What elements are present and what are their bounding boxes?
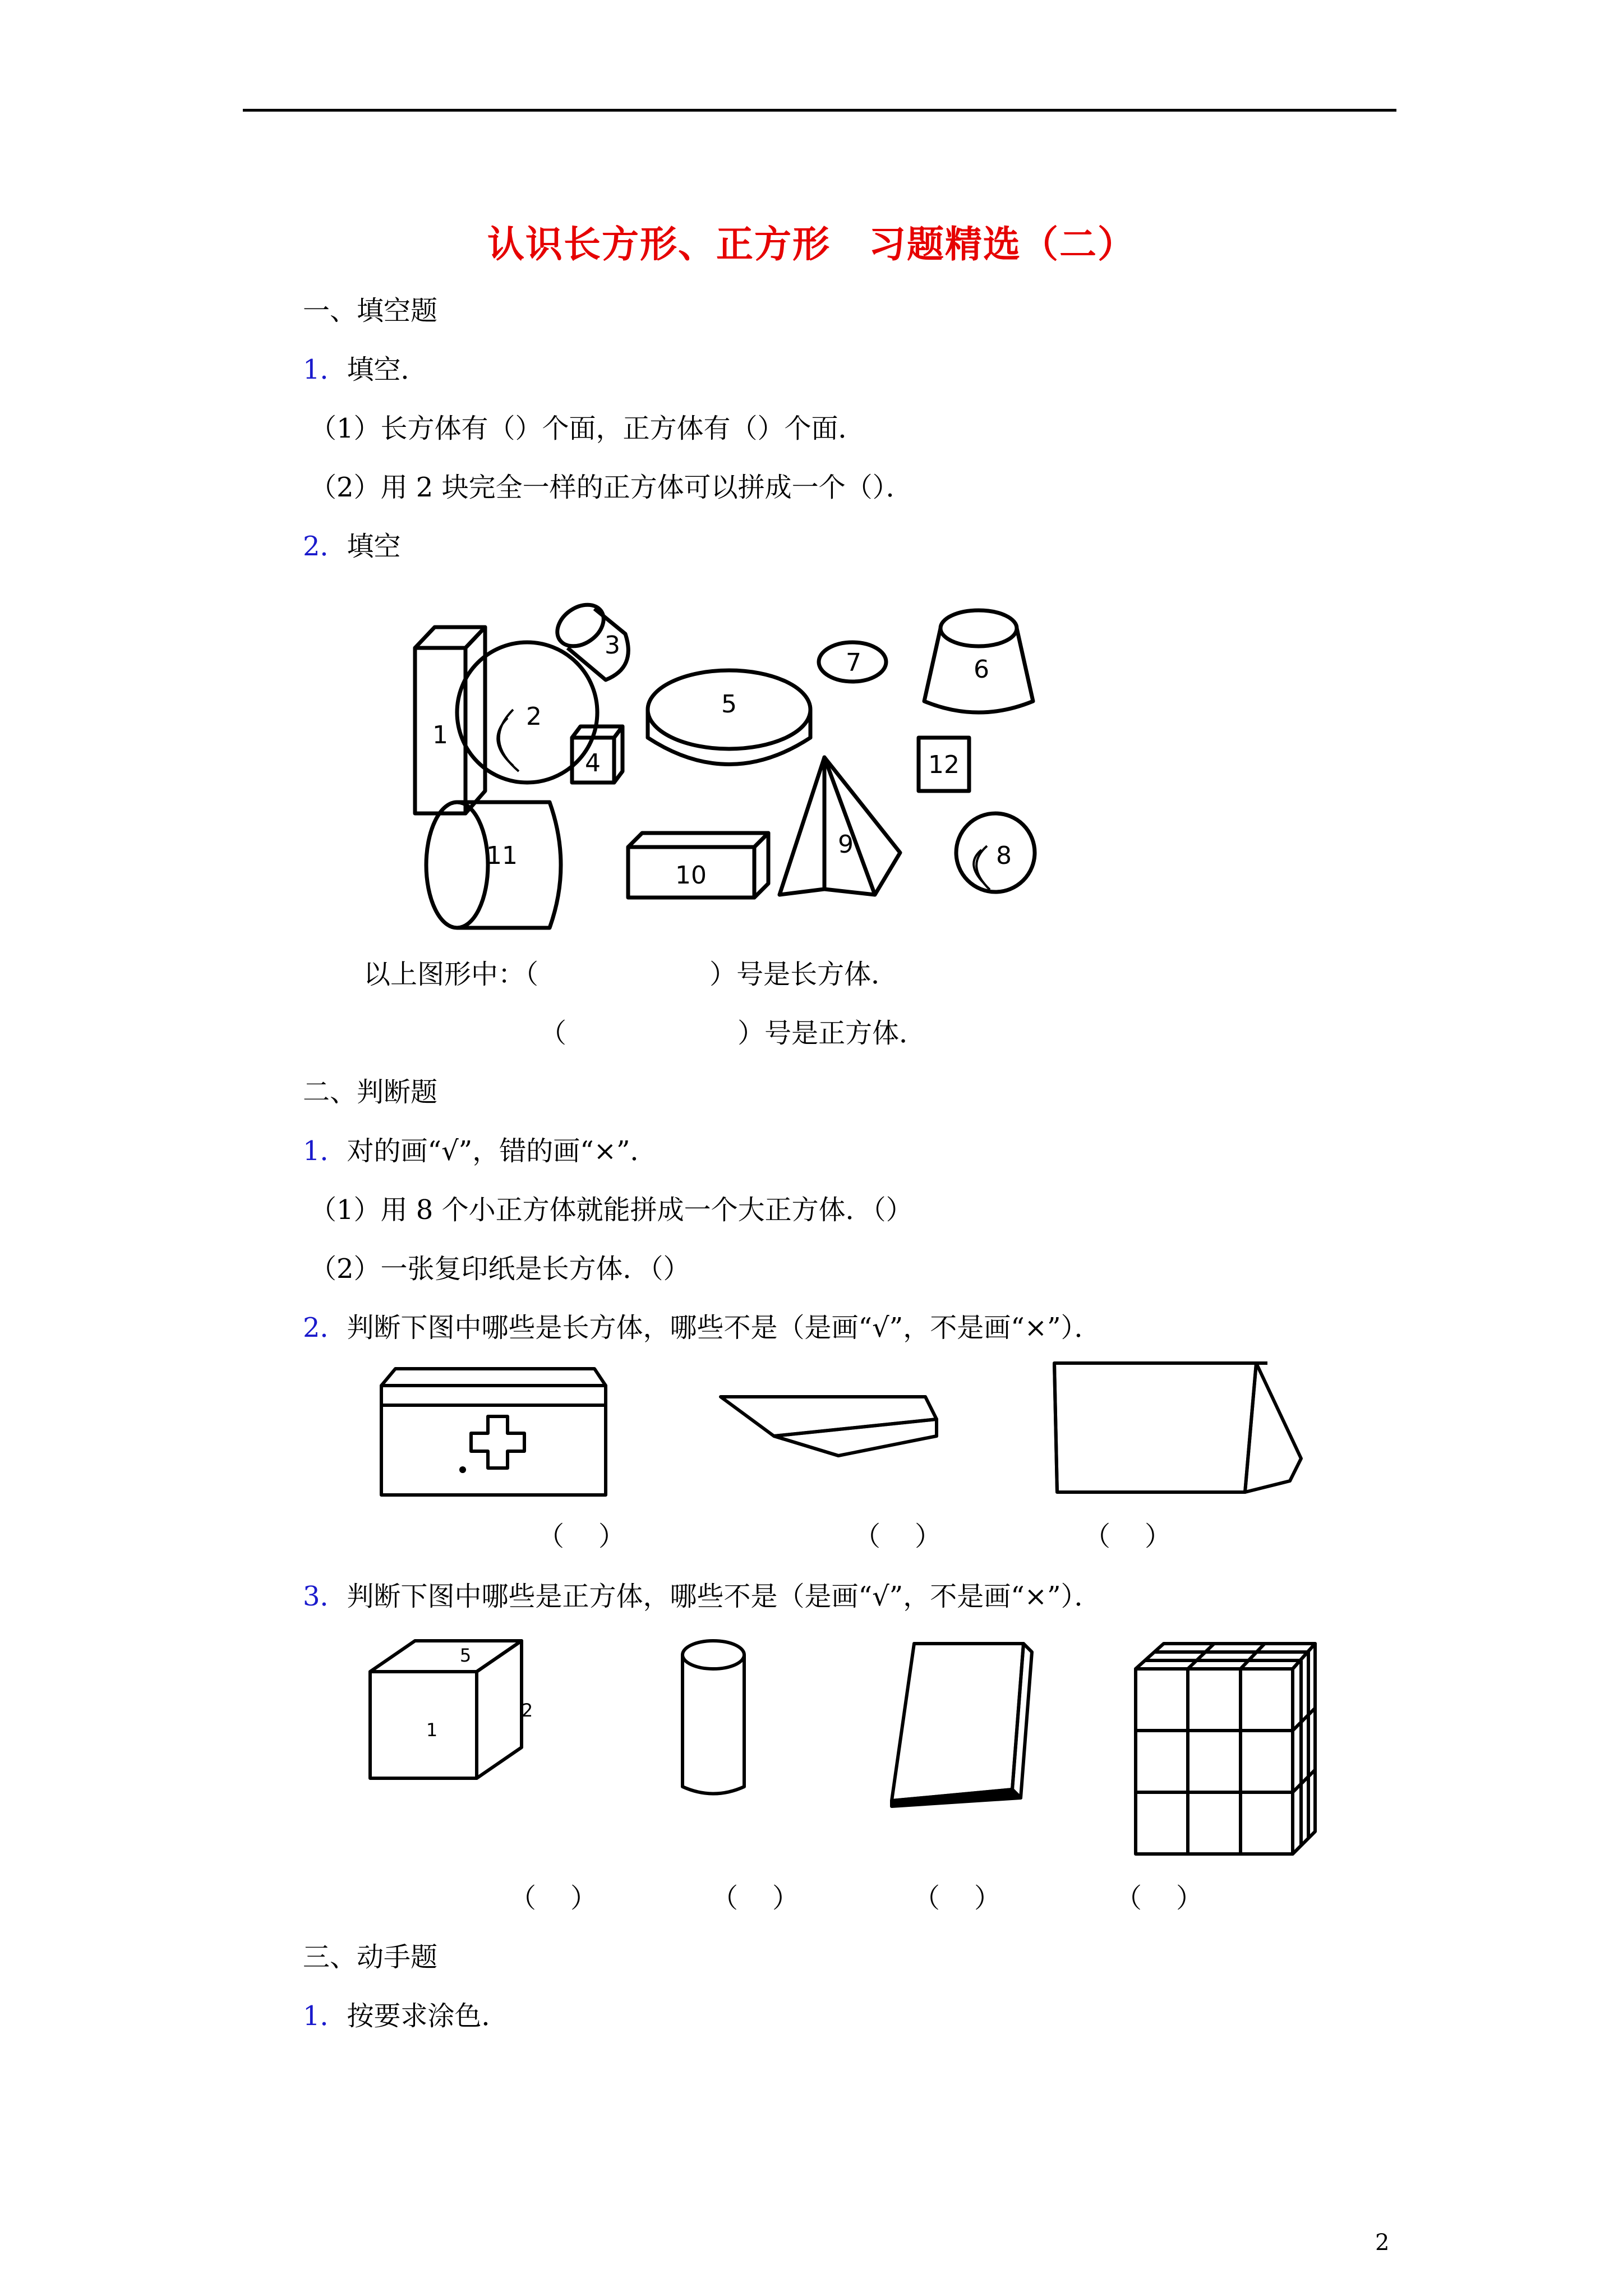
question-number: 2． <box>303 1312 347 1343</box>
question-number: 3． <box>303 1581 347 1612</box>
question-number: 2． <box>303 531 347 562</box>
section-heading-hands-on: 三、动手题 <box>303 1941 438 1973</box>
question-text: 按要求涂色． <box>347 2000 509 2032</box>
shape-label: 5 <box>721 690 737 719</box>
answer-line-cube: （ ）号是正方体． <box>540 1018 926 1049</box>
sub-question: （1）用 8 个小正方体就能拼成一个大正方体．（） <box>310 1194 913 1226</box>
answer-blank[interactable]: （ ） <box>509 1883 598 1914</box>
shape-label: 12 <box>928 751 960 779</box>
section-heading-fill-in: 一、填空题 <box>303 295 438 326</box>
question-text: 判断下图中哪些是长方体，哪些不是（是画“√”，不是画“×”）． <box>347 1312 1101 1343</box>
thin-slab <box>892 1644 1032 1806</box>
shape-label: 1 <box>432 721 448 749</box>
answer-blank[interactable]: （ ） <box>913 1883 1002 1914</box>
shape-9-pyramid <box>780 757 900 895</box>
question-text: 填空 <box>347 531 401 562</box>
question-number: 1． <box>303 354 347 385</box>
skewed-slab <box>721 1397 937 1456</box>
face-label: 5 <box>459 1645 472 1666</box>
section-heading-judge: 二、判断题 <box>303 1076 438 1108</box>
shape-6-frustum <box>924 610 1033 712</box>
question-3 <box>303 1583 1101 1610</box>
shape-8-sphere <box>956 813 1035 892</box>
shape-label: 6 <box>974 655 989 684</box>
face-label: 1 <box>426 1719 438 1741</box>
answer-blank[interactable]: （ ） <box>711 1883 800 1914</box>
question-text: 对的画“√”，错的画“×”． <box>347 1135 657 1167</box>
shape-11-cylinder <box>426 802 561 928</box>
shape-1-cuboid <box>415 627 485 813</box>
question-1 <box>303 1135 657 1167</box>
answer-blank[interactable]: （ ） <box>1083 1521 1172 1552</box>
shape-12-square <box>919 738 969 791</box>
shape-4-cube <box>572 726 623 783</box>
shape-label: 10 <box>675 861 707 890</box>
question-number: 1． <box>303 1135 347 1167</box>
cuboid-judge-figure <box>370 1358 1324 1503</box>
shape-label: 9 <box>838 830 854 859</box>
page-number: 2 <box>1375 2230 1390 2256</box>
shape-label: 3 <box>605 631 620 660</box>
trapezoid-prism <box>1054 1363 1301 1492</box>
question-1 <box>303 356 428 383</box>
shape-2-sphere <box>457 642 597 783</box>
question-2 <box>303 533 401 560</box>
question-1 <box>303 2000 509 2032</box>
page-title: 认识长方形、正方形 习题精选（二） <box>487 222 1136 266</box>
solids-figure <box>387 583 1312 942</box>
answer-blank[interactable]: （ ） <box>854 1521 942 1552</box>
cube-judge-figure <box>359 1632 1329 1857</box>
sub-question: （1）长方体有（）个面，正方体有（）个面． <box>310 413 865 444</box>
shape-label: 11 <box>486 841 518 870</box>
header-rule <box>243 109 1396 112</box>
shape-label: 2 <box>526 702 542 731</box>
answer-blank[interactable]: （ ） <box>537 1521 626 1552</box>
shape-label: 7 <box>846 648 861 677</box>
shape-label: 8 <box>996 841 1012 870</box>
answer-blank[interactable]: （ ） <box>1115 1883 1204 1914</box>
shape-5-disc <box>648 670 810 765</box>
shape-10-cuboid <box>628 833 768 898</box>
face-label: 2 <box>521 1700 533 1721</box>
cylinder <box>683 1641 744 1794</box>
sub-question: （2）一张复印纸是长方体．（） <box>310 1253 690 1285</box>
question-text: 填空． <box>347 354 428 385</box>
labeled-cube <box>370 1641 533 1778</box>
shape-label: 4 <box>585 749 601 777</box>
first-aid-box <box>381 1369 606 1495</box>
sub-question: （2）用 2 块完全一样的正方体可以拼成一个（）． <box>310 472 913 503</box>
question-2 <box>303 1314 1101 1341</box>
answer-line-cuboid: 以上图形中：（ ）号是长方体． <box>363 959 898 990</box>
question-text: 判断下图中哪些是正方体，哪些不是（是画“√”，不是画“×”）． <box>347 1581 1101 1612</box>
shape-3-cylinder <box>550 596 629 680</box>
shape-7-ellipse <box>819 642 886 682</box>
question-number: 1． <box>303 2000 347 2032</box>
rubiks-cube <box>1136 1644 1315 1854</box>
